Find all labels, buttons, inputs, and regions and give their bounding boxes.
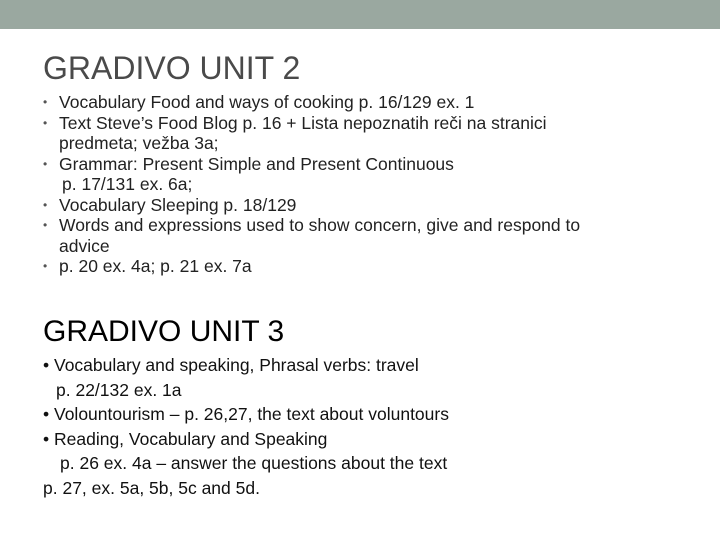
text-line: p. 26 ex. 4a – answer the questions about the text [60,453,448,473]
list-item: • Words and expressions used to show concern, give and respond to [43,215,581,235]
text-line: p. 27, ex. 5a, 5b, 5c and 5d. [43,477,260,498]
unit2-list [43,92,683,277]
unit2-title: GRADIVO UNIT 2 [43,50,301,86]
list-item: • p. 20 ex. 4a; p. 21 ex. 7a [43,256,252,276]
bullet-icon: • [43,218,48,232]
unit3-text [43,353,683,500]
list-item-continuation: advice [59,235,110,256]
text-line: • Reading, Vocabulary and Speaking [43,428,328,449]
list-item: • Vocabulary Food and ways of cooking p. 16/129 ex. 1 [43,92,475,112]
text-line: p. 22/132 ex. 1a [56,379,182,400]
bullet-icon: • [43,197,48,212]
unit3-title: GRADIVO UNIT 3 [43,315,285,348]
bullet-icon: • [43,259,48,273]
list-item-continuation: predmeta; vežba 3a; [59,133,219,153]
bullet-icon: • [43,156,48,171]
list-item: • Vocabulary Sleeping p. 18/129 [43,194,297,215]
list-item-continuation: p. 17/131 ex. 6a; [62,174,193,194]
bullet-icon: • [43,115,48,130]
text-line: • Vocabulary and speaking, Phrasal verbs: travel [43,355,419,375]
bullet-icon: • [43,95,48,109]
text-line: • Volountourism – p. 26,27, the text about voluntours [43,404,449,424]
list-item: • Grammar: Present Simple and Present Continuous [43,153,454,174]
top-accent-bar [0,0,720,29]
slide [0,29,720,540]
list-item: • Text Steve’s Food Blog p. 16 + Lista nepoznatih reči na stranici [43,112,547,133]
